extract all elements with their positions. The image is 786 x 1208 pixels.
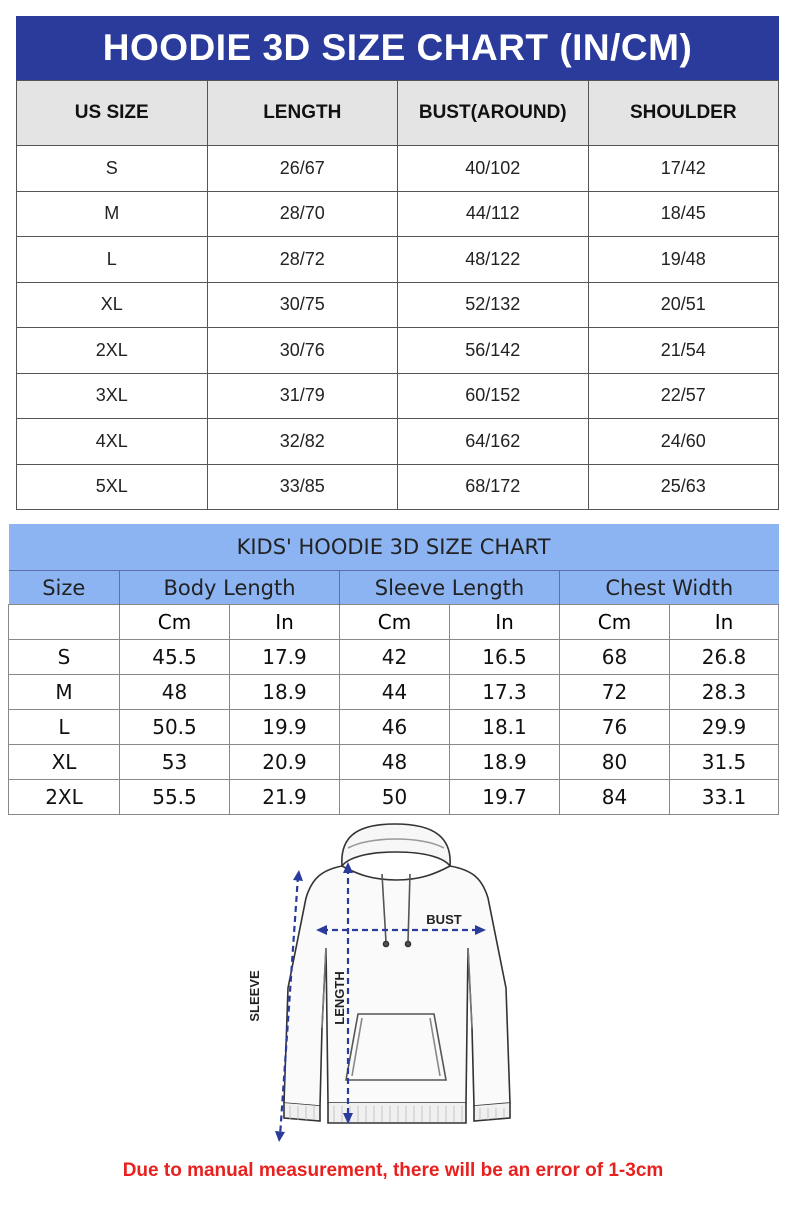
kids-measure-cell: 84 — [560, 780, 670, 815]
kids-measure-cell: 68 — [560, 640, 670, 675]
kids-measure-cell: 17.9 — [230, 640, 340, 675]
adult-size-chart — [16, 16, 779, 510]
kids-chart-title: KIDS' HOODIE 3D SIZE CHART — [9, 524, 779, 571]
adult-measure-cell: 68/172 — [398, 464, 589, 510]
header-us-size: US SIZE — [17, 81, 208, 146]
adult-size-row — [17, 237, 779, 283]
adult-size-cell: L — [17, 237, 208, 283]
adult-size-cell: M — [17, 191, 208, 237]
adult-size-row — [17, 419, 779, 465]
adult-size-row — [17, 282, 779, 328]
adult-chart-title: HOODIE 3D SIZE CHART (IN/CM) — [16, 16, 779, 80]
adult-measure-cell: 22/57 — [588, 373, 779, 419]
kids-size-cell: S — [9, 640, 120, 675]
kids-unit-row — [9, 605, 779, 640]
adult-size-cell: 4XL — [17, 419, 208, 465]
adult-size-cell: XL — [17, 282, 208, 328]
length-label: LENGTH — [332, 971, 347, 1025]
adult-size-row — [17, 464, 779, 510]
adult-size-row — [17, 146, 779, 192]
kids-measure-cell: 55.5 — [120, 780, 230, 815]
adult-measure-cell: 64/162 — [398, 419, 589, 465]
kids-header-size: Size — [9, 571, 120, 605]
kids-unit: In — [450, 605, 560, 640]
kids-unit-blank — [9, 605, 120, 640]
kids-measure-cell: 76 — [560, 710, 670, 745]
header-length: LENGTH — [207, 81, 398, 146]
kids-measure-cell: 44 — [340, 675, 450, 710]
header-shoulder: SHOULDER — [588, 81, 779, 146]
kids-measure-cell: 46 — [340, 710, 450, 745]
kids-measure-cell: 18.9 — [450, 745, 560, 780]
kids-measure-cell: 48 — [120, 675, 230, 710]
kids-measure-cell: 48 — [340, 745, 450, 780]
adult-measure-cell: 19/48 — [588, 237, 779, 283]
adult-measure-cell: 44/112 — [398, 191, 589, 237]
kids-measure-cell: 42 — [340, 640, 450, 675]
kids-measure-cell: 17.3 — [450, 675, 560, 710]
adult-measure-cell: 60/152 — [398, 373, 589, 419]
kids-measure-cell: 19.9 — [230, 710, 340, 745]
bust-label: BUST — [426, 912, 462, 927]
adult-size-cell: 5XL — [17, 464, 208, 510]
adult-measure-cell: 28/70 — [207, 191, 398, 237]
adult-measure-cell: 32/82 — [207, 419, 398, 465]
header-bust: BUST(AROUND) — [398, 81, 589, 146]
kids-measure-cell: 45.5 — [120, 640, 230, 675]
adult-size-cell: S — [17, 146, 208, 192]
sleeve-label: SLEEVE — [247, 970, 262, 1022]
kids-size-row — [9, 640, 779, 675]
kids-size-chart — [8, 524, 778, 815]
kids-measure-cell: 50 — [340, 780, 450, 815]
kids-measure-cell: 19.7 — [450, 780, 560, 815]
kids-measure-cell: 16.5 — [450, 640, 560, 675]
adult-measure-cell: 33/85 — [207, 464, 398, 510]
adult-measure-cell: 25/63 — [588, 464, 779, 510]
adult-measure-cell: 20/51 — [588, 282, 779, 328]
adult-measure-cell: 24/60 — [588, 419, 779, 465]
kids-header-body-length: Body Length — [120, 571, 340, 605]
adult-measure-cell: 28/72 — [207, 237, 398, 283]
kids-size-row — [9, 780, 779, 815]
kids-measure-cell: 29.9 — [670, 710, 779, 745]
kids-size-row — [9, 675, 779, 710]
kids-unit: Cm — [340, 605, 450, 640]
adult-measure-cell: 56/142 — [398, 328, 589, 374]
adult-size-cell: 3XL — [17, 373, 208, 419]
adult-size-row — [17, 373, 779, 419]
measurement-error-note: Due to manual measurement, there will be an error of 1-3cm — [122, 1160, 664, 1181]
adult-size-table — [16, 80, 779, 510]
kids-header-sleeve-length: Sleeve Length — [340, 571, 560, 605]
kids-measure-cell: 80 — [560, 745, 670, 780]
kids-measure-cell: 18.9 — [230, 675, 340, 710]
kids-measure-cell: 33.1 — [670, 780, 779, 815]
kids-measure-cell: 18.1 — [450, 710, 560, 745]
kids-measure-cell: 53 — [120, 745, 230, 780]
kids-size-cell: 2XL — [9, 780, 120, 815]
kids-size-row — [9, 745, 779, 780]
kids-measure-cell: 20.9 — [230, 745, 340, 780]
kids-size-row — [9, 710, 779, 745]
kids-measure-cell: 26.8 — [670, 640, 779, 675]
adult-measure-cell: 48/122 — [398, 237, 589, 283]
kids-size-cell: M — [9, 675, 120, 710]
adult-measure-cell: 40/102 — [398, 146, 589, 192]
adult-measure-cell: 21/54 — [588, 328, 779, 374]
kids-unit: Cm — [560, 605, 670, 640]
hoodie-measurement-diagram — [230, 818, 530, 1148]
kids-measure-cell: 21.9 — [230, 780, 340, 815]
adult-measure-cell: 17/42 — [588, 146, 779, 192]
hoodie-outline — [284, 824, 510, 1123]
adult-size-row — [17, 328, 779, 374]
adult-header-row — [17, 81, 779, 146]
kids-measure-cell: 28.3 — [670, 675, 779, 710]
kids-size-cell: L — [9, 710, 120, 745]
kids-unit: In — [670, 605, 779, 640]
adult-measure-cell: 30/75 — [207, 282, 398, 328]
adult-size-row — [17, 191, 779, 237]
adult-measure-cell: 18/45 — [588, 191, 779, 237]
kids-unit: Cm — [120, 605, 230, 640]
kids-measure-cell: 50.5 — [120, 710, 230, 745]
adult-measure-cell: 52/132 — [398, 282, 589, 328]
kids-unit: In — [230, 605, 340, 640]
kids-size-table — [8, 524, 779, 815]
adult-size-cell: 2XL — [17, 328, 208, 374]
kids-measure-cell: 31.5 — [670, 745, 779, 780]
adult-measure-cell: 31/79 — [207, 373, 398, 419]
kids-measure-cell: 72 — [560, 675, 670, 710]
kids-header-row — [9, 571, 779, 605]
kids-header-chest-width: Chest Width — [560, 571, 779, 605]
kids-size-cell: XL — [9, 745, 120, 780]
adult-measure-cell: 26/67 — [207, 146, 398, 192]
adult-measure-cell: 30/76 — [207, 328, 398, 374]
